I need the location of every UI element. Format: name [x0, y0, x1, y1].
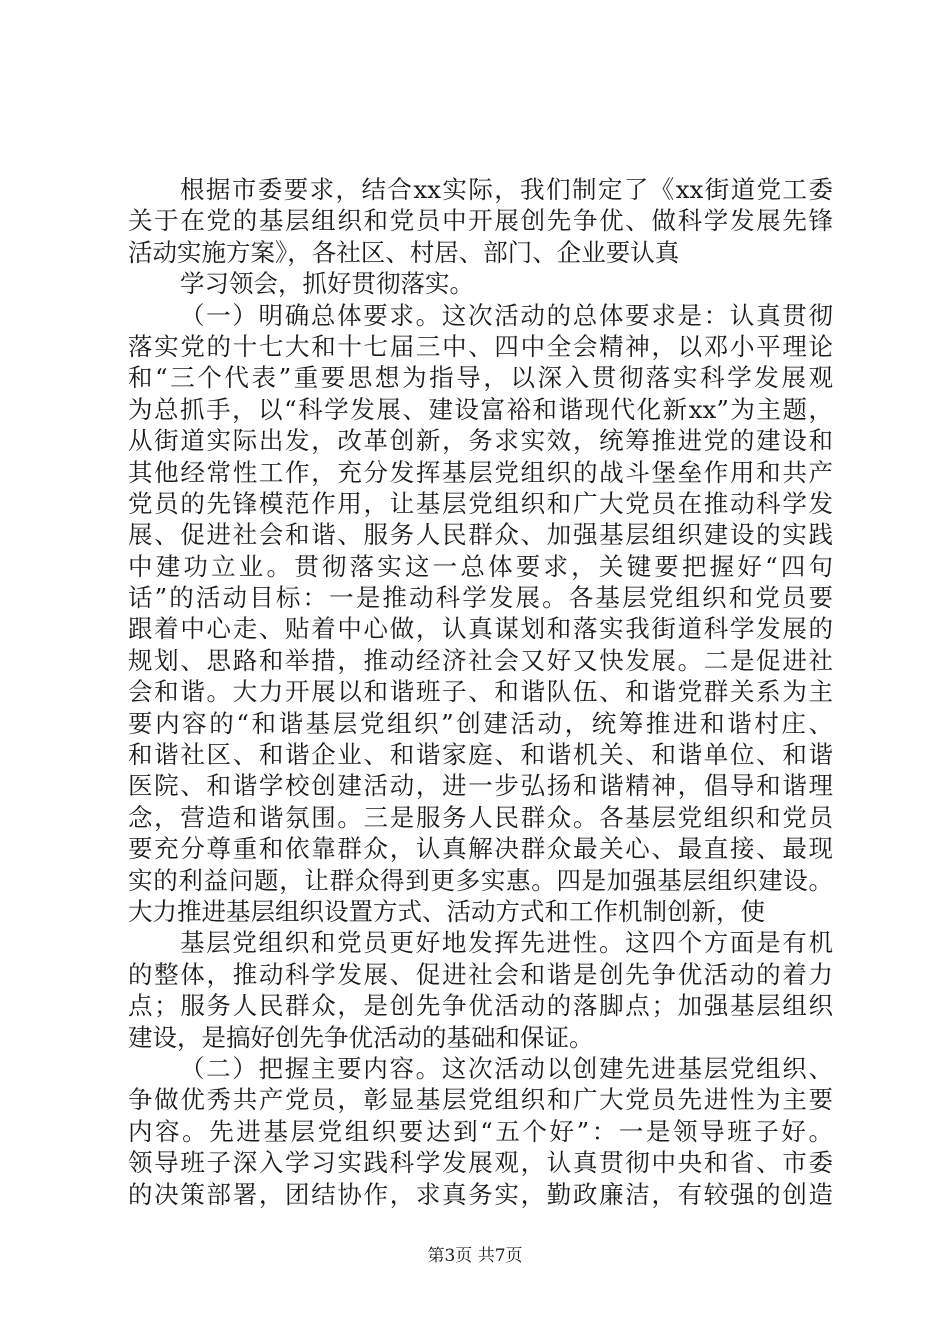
- text-line: 医院、和谐学校创建活动，进一步弘扬和谐精神，倡导和谐理: [128, 771, 833, 801]
- text-line: 根据市委要求，结合xx实际，我们制定了《xx街道党工委: [180, 175, 833, 204]
- text-line: 的整体，推动科学发展、促进社会和谐是创先争优活动的着力: [128, 959, 833, 989]
- text-line: 其他经常性工作，充分发挥基层党组织的战斗堡垒作用和共产: [128, 457, 833, 487]
- text-line: 中建功立业。贯彻落实这一总体要求，关键要把握好“四句: [128, 551, 833, 581]
- text-line: 话”的活动目标：一是推动科学发展。各基层党组织和党员要: [128, 583, 833, 613]
- text-line: 学习领会，抓好贯彻落实。: [180, 269, 474, 299]
- text-line: 落实党的十七大和十七届三中、四中全会精神，以邓小平理论: [128, 331, 833, 361]
- text-line: 和“三个代表”重要思想为指导，以深入贯彻落实科学发展观: [128, 363, 833, 393]
- text-line: 展、促进社会和谐、服务人民群众、加强基层组织建设的实践: [128, 520, 833, 550]
- text-line: 党员的先锋模范作用，让基层党组织和广大党员在推动科学发: [128, 488, 833, 518]
- text-line: （一）明确总体要求。这次活动的总体要求是：认真贯彻: [180, 300, 833, 330]
- text-line: 活动实施方案》，各社区、村居、部门、企业要认真: [128, 237, 680, 267]
- page-footer: 第3页 共7页: [427, 1246, 523, 1266]
- text-line: 关于在党的基层组织和党员中开展创先争优、做科学发展先锋: [128, 206, 833, 236]
- text-line: （二）把握主要内容。这次活动以创建先进基层党组织、: [180, 1053, 833, 1083]
- text-line: 大力推进基层组织设置方式、活动方式和工作机制创新，使: [128, 896, 765, 926]
- text-line: 和谐社区、和谐企业、和谐家庭、和谐机关、和谐单位、和谐: [128, 740, 833, 770]
- document-body: [128, 174, 833, 1210]
- text-line: 要内容的“和谐基层党组织”创建活动，统筹推进和谐村庄、: [128, 708, 833, 738]
- text-line: 点；服务人民群众，是创先争优活动的落脚点；加强基层组织: [128, 991, 833, 1021]
- text-line: 要充分尊重和依靠群众，认真解决群众最关心、最直接、最现: [128, 834, 833, 864]
- text-line: 会和谐。大力开展以和谐班子、和谐队伍、和谐党群关系为主: [128, 677, 833, 707]
- text-line: 建设，是搞好创先争优活动的基础和保证。: [128, 1022, 594, 1052]
- text-line: 为总抓手，以“科学发展、建设富裕和谐现代化新xx”为主题，: [128, 394, 833, 424]
- text-line: 念，营造和谐氛围。三是服务人民群众。各基层党组织和党员: [128, 802, 833, 832]
- text-line: 跟着中心走、贴着中心做，认真谋划和落实我街道科学发展的: [128, 614, 833, 644]
- text-line: 争做优秀共产党员，彰显基层党组织和广大党员先进性为主要: [128, 1085, 833, 1115]
- text-line: 领导班子深入学习实践科学发展观，认真贯彻中央和省、市委: [128, 1148, 833, 1178]
- text-line: 规划、思路和举措，推动经济社会又好又快发展。二是促进社: [128, 645, 833, 675]
- text-line: 内容。先进基层党组织要达到“五个好”：一是领导班子好。: [128, 1116, 833, 1146]
- text-line: 的决策部署，团结协作，求真务实，勤政廉洁，有较强的创造: [128, 1179, 833, 1209]
- text-line: 实的利益问题，让群众得到更多实惠。四是加强基层组织建设。: [128, 865, 833, 895]
- text-line: 从街道实际出发，改革创新，务求实效，统筹推进党的建设和: [128, 426, 833, 456]
- text-line: 基层党组织和党员更好地发挥先进性。这四个方面是有机: [180, 928, 833, 958]
